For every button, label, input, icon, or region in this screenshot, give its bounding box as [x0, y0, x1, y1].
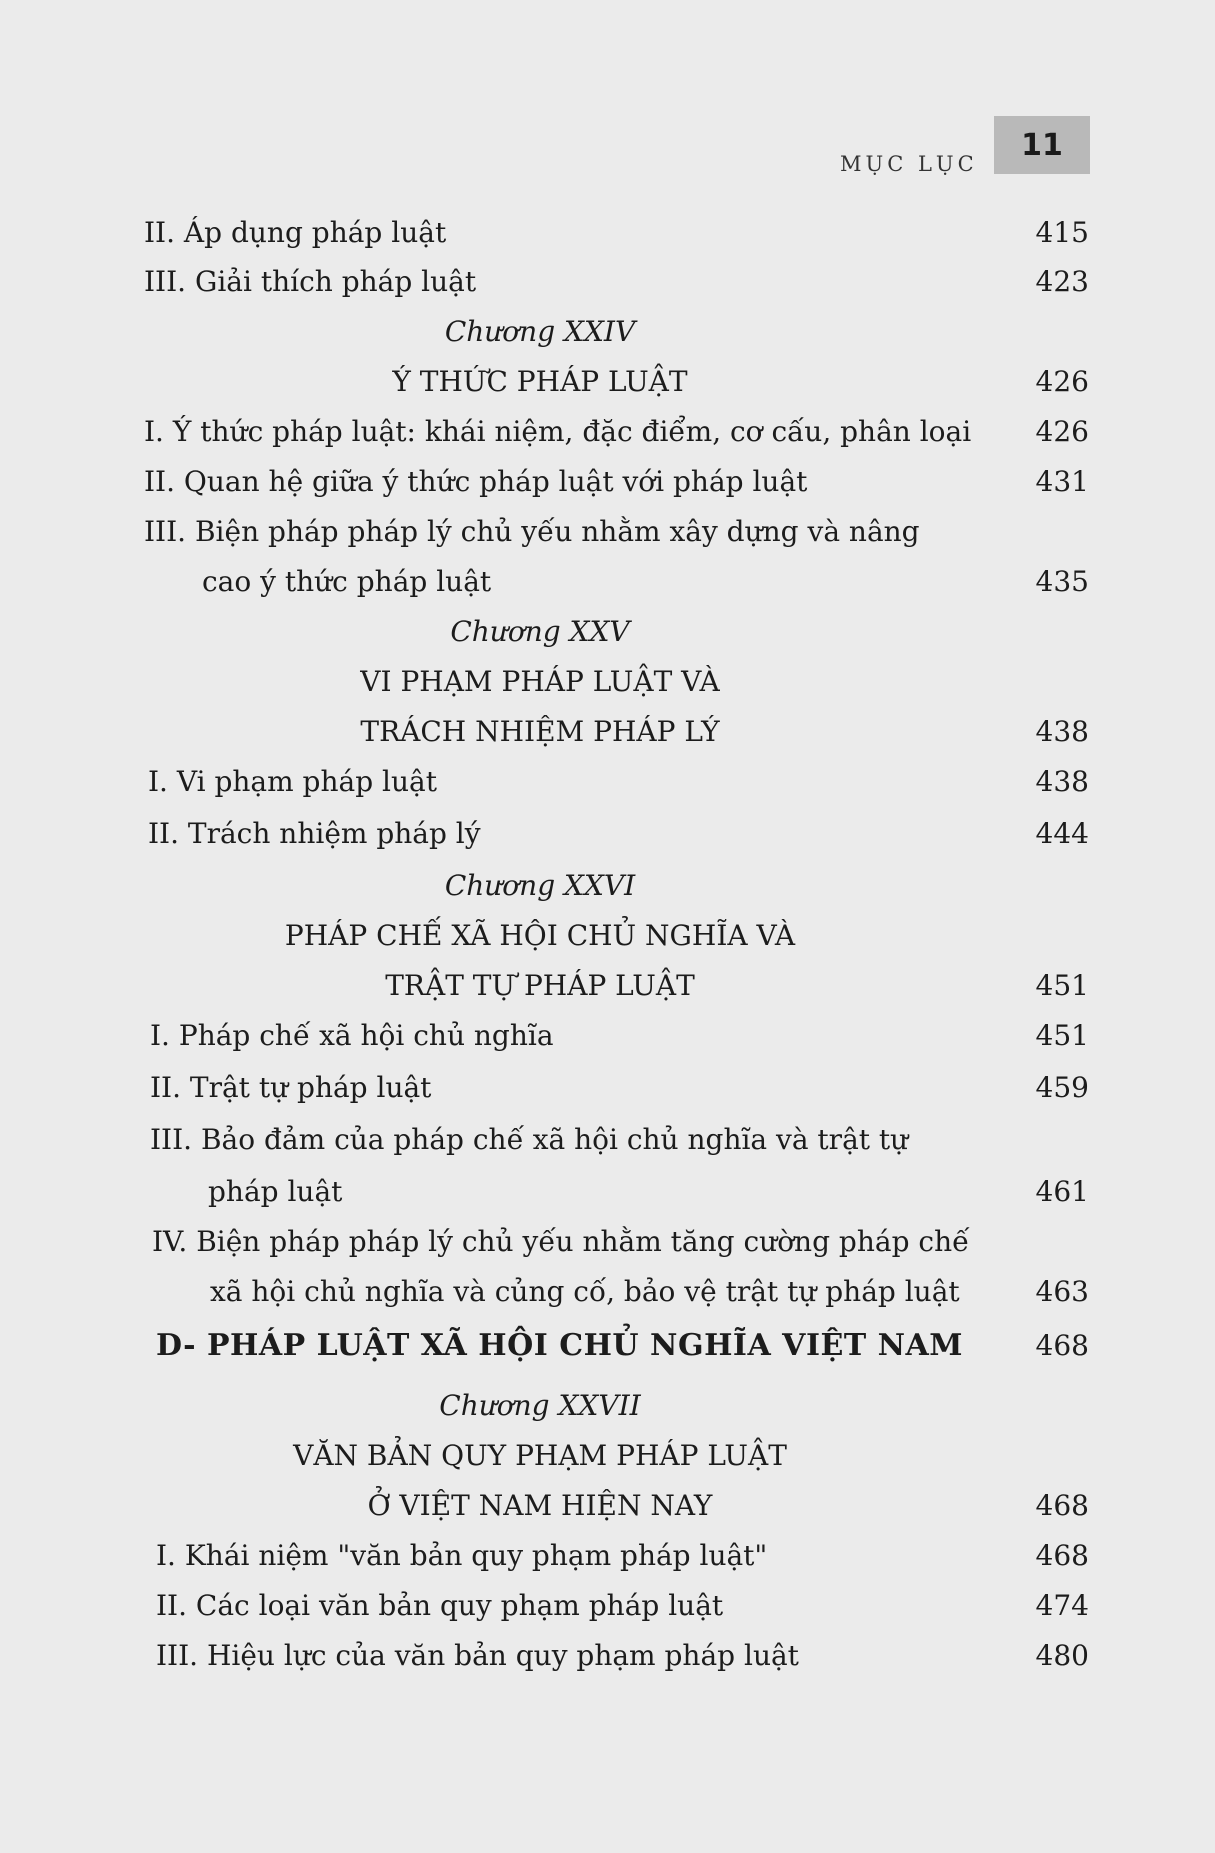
toc-item-text: I. Khái niệm "văn bản quy phạm pháp luật"	[156, 1539, 768, 1572]
page-number: 11	[1021, 127, 1063, 163]
toc-item-text: xã hội chủ nghĩa và củng cố, bảo vệ trật tự pháp luật	[210, 1275, 960, 1308]
toc-title-row	[0, 1481, 1215, 1531]
toc-item-row	[0, 208, 1215, 258]
toc-title-text: VĂN BẢN QUY PHẠM PHÁP LUẬT	[293, 1439, 787, 1472]
toc-page-number: 423	[1035, 265, 1089, 298]
toc-item-text: II. Các loại văn bản quy phạm pháp luật	[156, 1589, 724, 1622]
toc-item-text: II. Quan hệ giữa ý thức pháp luật với pháp luật	[144, 465, 808, 498]
toc-page-number: 415	[1035, 216, 1089, 249]
toc-title-row	[0, 707, 1215, 757]
toc-item-row	[0, 1217, 1215, 1267]
toc-item-text: III. Giải thích pháp luật	[144, 265, 477, 298]
toc-title-row	[0, 961, 1215, 1011]
toc-page-number: 463	[1035, 1275, 1089, 1308]
toc-title-text: PHÁP CHẾ XÃ HỘI CHỦ NGHĨA VÀ	[284, 919, 796, 952]
toc-chapter-row	[0, 307, 1215, 357]
toc-title-text: VI PHẠM PHÁP LUẬT VÀ	[360, 665, 720, 698]
toc-item-row	[0, 809, 1215, 859]
toc-part-text: D- PHÁP LUẬT XÃ HỘI CHỦ NGHĨA VIỆT NAM	[156, 1328, 964, 1363]
toc-item-text: pháp luật	[208, 1175, 343, 1208]
toc-page-number: 435	[1035, 565, 1089, 598]
toc-title-text: Ý THỨC PHÁP LUẬT	[392, 365, 688, 398]
toc-item-text: III. Biện pháp pháp lý chủ yếu nhằm xây dựng và nâng	[144, 515, 920, 548]
toc-page-number: 474	[1035, 1589, 1089, 1622]
toc-page-number: 431	[1035, 465, 1089, 498]
toc-item-row	[0, 1011, 1215, 1061]
toc-item-text: I. Vi phạm pháp luật	[148, 765, 437, 798]
toc-item-row	[0, 757, 1215, 807]
toc-chapter-text: Chương XXIV	[444, 315, 636, 348]
toc-item-row	[0, 257, 1215, 307]
toc-item-row	[0, 1531, 1215, 1581]
toc-title-text: TRẬT TỰ PHÁP LUẬT	[385, 969, 695, 1002]
toc-page-number: 468	[1035, 1329, 1089, 1362]
toc-item-text: II. Trách nhiệm pháp lý	[148, 817, 481, 850]
toc-item-text: II. Áp dụng pháp luật	[144, 216, 447, 249]
toc-item-text: cao ý thức pháp luật	[202, 565, 492, 598]
toc-chapter-row	[0, 861, 1215, 911]
toc-item-text: III. Hiệu lực của văn bản quy phạm pháp luật	[156, 1639, 799, 1672]
toc-page-number: 438	[1035, 715, 1089, 748]
toc-item-row	[0, 1063, 1215, 1113]
toc-page-number: 461	[1035, 1175, 1089, 1208]
toc-title-text: Ở VIỆT NAM HIỆN NAY	[367, 1489, 713, 1522]
toc-page-number: 451	[1035, 1019, 1089, 1052]
toc-title-row	[0, 657, 1215, 707]
toc-item-row	[0, 457, 1215, 507]
toc-chapter-row	[0, 1381, 1215, 1431]
toc-item-row	[0, 507, 1215, 557]
toc-chapter-text: Chương XXVI	[444, 869, 636, 902]
toc-item-text: I. Ý thức pháp luật: khái niệm, đặc điểm, cơ cấu, phân loại	[144, 415, 972, 448]
toc-page-number: 459	[1035, 1071, 1089, 1104]
toc-page-number: 451	[1035, 969, 1089, 1002]
toc-item-text: III. Bảo đảm của pháp chế xã hội chủ nghĩa và trật tự	[150, 1123, 909, 1156]
toc-title-row	[0, 1431, 1215, 1481]
toc-item-row	[0, 407, 1215, 457]
toc-page-number: 480	[1035, 1639, 1089, 1672]
toc-page-number: 426	[1035, 365, 1089, 398]
toc-item-row	[0, 557, 1215, 607]
toc-item-row	[0, 1631, 1215, 1681]
toc-page-number: 438	[1035, 765, 1089, 798]
toc-page-number: 468	[1035, 1489, 1089, 1522]
toc-page-number: 444	[1035, 817, 1089, 850]
toc-item-row	[0, 1167, 1215, 1217]
toc-title-text: TRÁCH NHIỆM PHÁP LÝ	[360, 715, 720, 748]
toc-item-row	[0, 1115, 1215, 1165]
running-header-title: MỤC LỤC	[840, 152, 978, 176]
toc-title-row	[0, 911, 1215, 961]
toc-part-row	[0, 1321, 1215, 1371]
toc-title-row	[0, 357, 1215, 407]
toc-chapter-text: Chương XXVII	[439, 1389, 641, 1422]
toc-item-text: II. Trật tự pháp luật	[150, 1071, 432, 1104]
toc-item-text: IV. Biện pháp pháp lý chủ yếu nhằm tăng cường pháp chế	[152, 1225, 970, 1258]
toc-item-text: I. Pháp chế xã hội chủ nghĩa	[150, 1019, 554, 1052]
toc-page-number: 468	[1035, 1539, 1089, 1572]
page-number-badge	[994, 116, 1090, 174]
toc-chapter-text: Chương XXV	[450, 615, 630, 648]
toc-item-row	[0, 1267, 1215, 1317]
toc-page-number: 426	[1035, 415, 1089, 448]
toc-item-row	[0, 1581, 1215, 1631]
toc-chapter-row	[0, 607, 1215, 657]
